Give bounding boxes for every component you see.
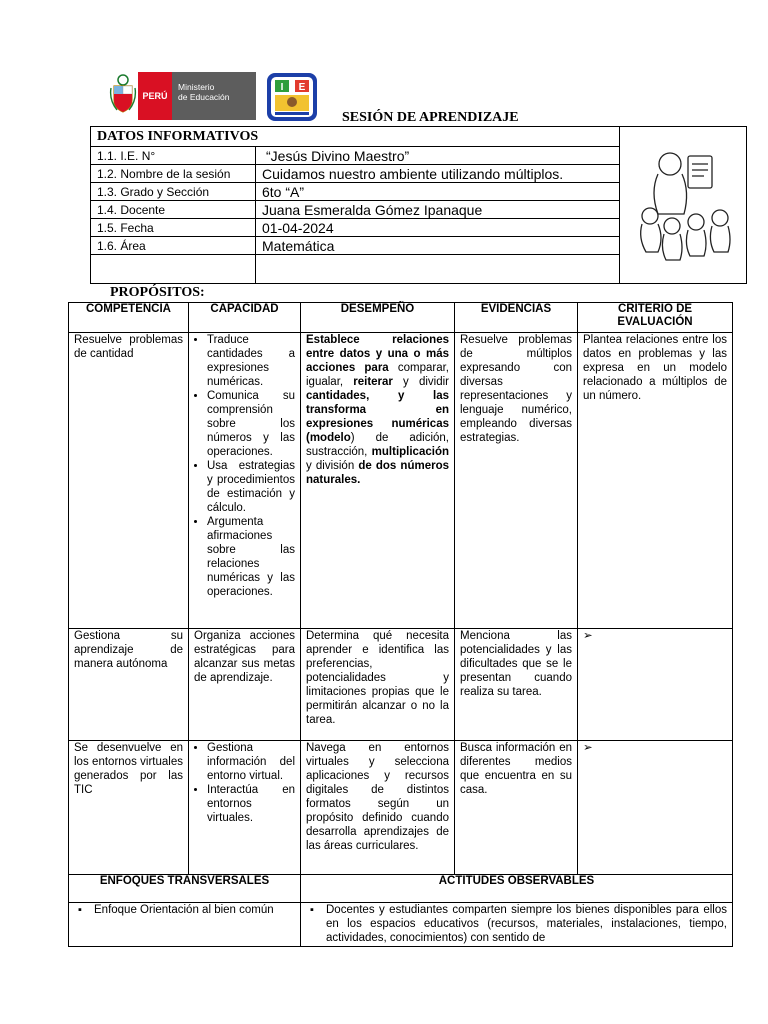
desempeno-bold: Establece relaciones entre datos y una o más acciones para — [306, 334, 449, 374]
datos-heading: DATOS INFORMATIVOS — [91, 127, 620, 147]
row1-evidencias: Resuelve problemas de múltiplos expresando con diversas representaciones y lenguaje numérico, empleando diversas estrategias. — [455, 333, 578, 629]
header-evidencias: EVIDENCIAS — [455, 303, 578, 333]
desempeno-text: comparar, igualar, — [306, 362, 449, 388]
datos-label: 1.3. Grado y Sección — [91, 183, 256, 201]
datos-label: 1.6. Área — [91, 237, 256, 255]
minedu-logo — [108, 72, 256, 120]
header-actitudes: ACTITUDES OBSERVABLES — [301, 875, 733, 903]
list-item: • Gestiona información del entorno virtual. — [207, 741, 295, 783]
list-item: • Comunica su comprensión sobre los números y las operaciones. — [207, 389, 295, 459]
row1-criterio: Plantea relaciones entre los datos en problemas y las expresa en un modelo relacionado a múltiplos de un número. — [578, 333, 733, 629]
header-capacidad: CAPACIDAD — [189, 303, 301, 333]
row2-competencia: Gestiona su aprendizaje de manera autónoma — [69, 629, 189, 741]
list-item: • Traduce cantidades a expresiones numéricas. — [207, 333, 295, 389]
list-item: • Argumenta afirmaciones sobre las relaciones numéricas y las operaciones. — [207, 515, 295, 599]
desempeno-text: y dividir — [392, 376, 449, 388]
row1-desempeno — [301, 333, 455, 629]
datos-value: 01-04-2024 — [256, 219, 620, 237]
list-item: ▪ Enfoque Orientación al bien común — [74, 903, 295, 917]
peru-coat-of-arms-icon — [108, 72, 138, 120]
ministry-line2: de Educación — [178, 92, 230, 102]
propositos-heading: PROPÓSITOS: — [110, 285, 205, 300]
desempeno-bold: cantidades, y las transforma en expresiones numéricas (modelo — [306, 390, 449, 444]
desempeno-text: y división — [306, 460, 359, 472]
datos-value: Cuidamos nuestro ambiente utilizando múltiplos. — [256, 165, 620, 183]
children-reading-icon — [620, 134, 744, 272]
row1-capacidades — [189, 333, 301, 629]
header-criterio: CRITERIO DE EVALUACIÓN — [578, 303, 733, 333]
datos-value: 6to “A” — [256, 183, 620, 201]
ministry-label — [172, 72, 256, 120]
header-enfoques: ENFOQUES TRANSVERSALES — [69, 875, 301, 903]
row3-criterio: ➢ — [578, 741, 733, 875]
desempeno-bold: de dos números naturales. — [306, 460, 449, 486]
desempeno-bold: reiterar — [353, 376, 393, 388]
datos-empty-cell — [91, 255, 256, 284]
datos-label: 1.2. Nombre de la sesión — [91, 165, 256, 183]
list-item: ▪ Docentes y estudiantes comparten siempre los bienes disponibles para ellos en los espacios educativos (recursos, materiales, instalaciones, tiempo, actividades, conocimientos) con sentido de — [306, 903, 727, 945]
enfoque-cell — [69, 903, 301, 947]
datos-label: 1.4. Docente — [91, 201, 256, 219]
row2-criterio: ➢ — [578, 629, 733, 741]
header-desempeno: DESEMPEÑO — [301, 303, 455, 333]
desempeno-bold: multiplicación — [371, 446, 449, 458]
desempeno-text: ) de adición, sustracción, — [306, 432, 449, 458]
header-competencia: COMPETENCIA — [69, 303, 189, 333]
row2-capacidad: Organiza acciones estratégicas para alcanzar sus metas de aprendizaje. — [189, 629, 301, 741]
datos-label: 1.5. Fecha — [91, 219, 256, 237]
datos-informativos-table — [90, 126, 747, 284]
children-illustration-cell — [620, 127, 747, 284]
page-title: SESIÓN DE APRENDIZAJE — [342, 110, 519, 125]
propositos-table — [68, 302, 733, 947]
list-item: • Usa estrategias y procedimientos de estimación y cálculo. — [207, 459, 295, 515]
datos-value: “Jesús Divino Maestro” — [256, 147, 620, 165]
datos-label: 1.1. I.E. N° — [91, 147, 256, 165]
ministry-line1: Ministerio — [178, 82, 215, 92]
datos-value: Matemática — [256, 237, 620, 255]
school-logo — [266, 72, 318, 122]
row3-capacidades — [189, 741, 301, 875]
svg-text:E: E — [298, 82, 306, 93]
row2-desempeno: Determina qué necesita aprender e identifica las preferencias, potencialidades y limitaciones propias que le permitirán alcanzar o no la tarea. — [301, 629, 455, 741]
peru-label: PERÚ — [138, 72, 172, 120]
datos-value: Juana Esmeralda Gómez Ipanaque — [256, 201, 620, 219]
row3-competencia: Se desenvuelve en los entornos virtuales generados por las TIC — [69, 741, 189, 875]
row3-evidencias: Busca información en diferentes medios que encuentra en su casa. — [455, 741, 578, 875]
row2-evidencias: Menciona las potencialidades y las dificultades que se le presentan cuando realiza su tarea. — [455, 629, 578, 741]
svg-text:I: I — [280, 82, 284, 93]
datos-empty-cell — [256, 255, 620, 284]
actitud-cell — [301, 903, 733, 947]
row1-competencia: Resuelve problemas de cantidad — [69, 333, 189, 629]
list-item: • Interactúa en entornos virtuales. — [207, 783, 295, 825]
row3-desempeno: Navega en entornos virtuales y selecciona aplicaciones y recursos digitales de distintos formatos según un propósito definido cuando desarrolla aprendizajes de las áreas curriculares. — [301, 741, 455, 875]
